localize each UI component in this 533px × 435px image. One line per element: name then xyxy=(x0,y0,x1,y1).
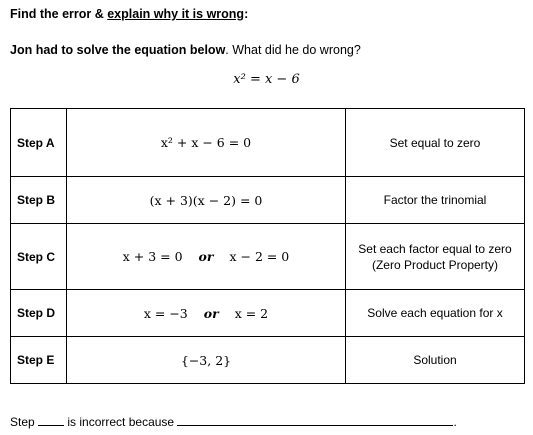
step-description-line1: Set each factor equal to zero xyxy=(358,241,512,256)
worksheet-heading xyxy=(10,7,248,21)
step-row-a xyxy=(11,109,525,177)
step-row-c xyxy=(11,224,525,290)
step-description: Solve each equation for x xyxy=(346,290,525,337)
or-word: or xyxy=(198,249,214,264)
step-math xyxy=(67,290,346,337)
step-description: Set equal to zero xyxy=(346,109,525,177)
step-label: Step E xyxy=(11,337,67,384)
step-label: Step B xyxy=(11,177,67,224)
footer-end-text: . xyxy=(453,415,457,429)
prompt-bold: Jon had to solve the equation below xyxy=(10,43,226,57)
step-math-left: x = −3 xyxy=(143,305,188,321)
step-row-e xyxy=(11,337,525,384)
step-math xyxy=(67,224,346,290)
step-description: Solution xyxy=(346,337,525,384)
steps-table xyxy=(10,108,525,384)
step-row-b xyxy=(11,177,525,224)
footer-mid-text: is incorrect because xyxy=(67,415,175,429)
step-math: (x + 3)(x − 2) = 0 xyxy=(67,177,346,224)
step-label: Step D xyxy=(11,290,67,337)
step-row-d xyxy=(11,290,525,337)
step-math-right: x − 2 = 0 xyxy=(229,249,290,264)
step-label: Step C xyxy=(11,224,67,290)
reason-blank[interactable] xyxy=(177,414,453,426)
prompt-rest: . What did he do wrong? xyxy=(225,43,361,57)
step-label: Step A xyxy=(11,109,67,177)
step-math-right: x = 2 xyxy=(234,305,269,321)
step-math: x² + x − 6 = 0 xyxy=(67,109,346,177)
step-description-line2: (Zero Product Property) xyxy=(371,257,499,272)
heading-prefix: Find the error & xyxy=(10,7,108,21)
step-description: Factor the trinomial xyxy=(346,177,525,224)
step-math: {−3, 2} xyxy=(67,337,346,384)
answer-line xyxy=(10,414,457,429)
step-description xyxy=(346,224,525,290)
footer-step-text: Step xyxy=(10,415,35,429)
given-equation: x² = x − 6 xyxy=(233,72,300,87)
heading-underlined: explain why it is wrong xyxy=(107,7,245,21)
step-math-left: x + 3 = 0 xyxy=(122,249,183,264)
problem-prompt xyxy=(10,43,361,57)
heading-suffix: : xyxy=(244,7,249,21)
step-blank[interactable] xyxy=(38,414,64,426)
or-word: or xyxy=(203,305,219,321)
